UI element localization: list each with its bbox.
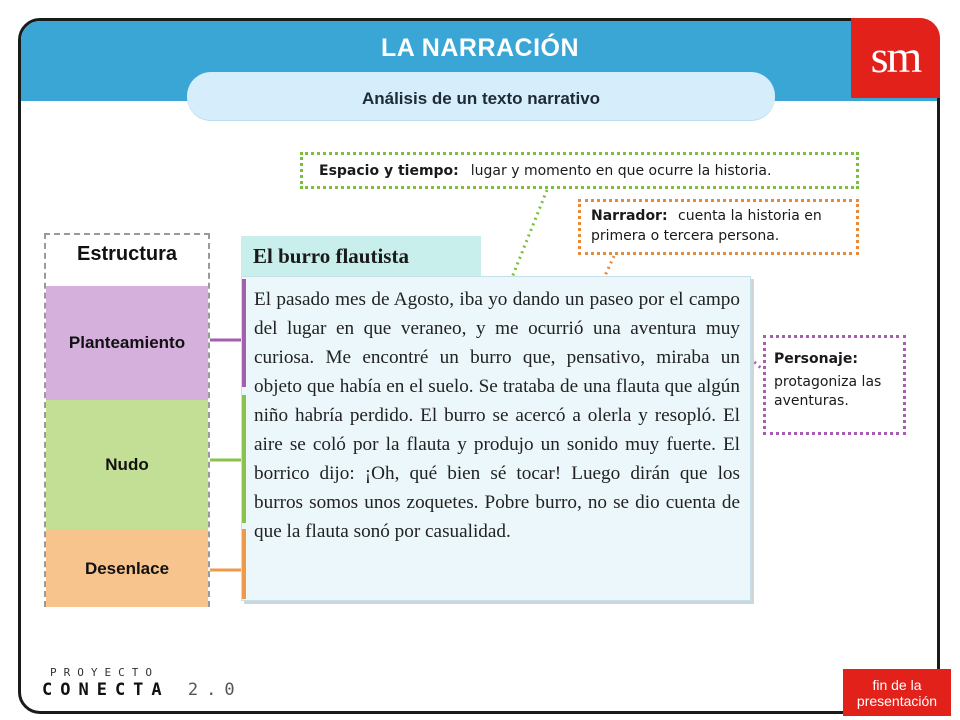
personaje-label: Personaje: — [774, 351, 858, 367]
brand-main-row — [42, 680, 243, 700]
structure-nudo — [46, 400, 208, 530]
structure-panel — [44, 233, 210, 607]
structure-title: Estructura — [76, 243, 178, 265]
narrador-text: cuenta la historia en primera o tercera persona. — [591, 208, 822, 244]
nudo-label: Nudo — [105, 455, 149, 474]
planteamiento-label: Planteamiento — [68, 333, 186, 352]
brand-version: 2.0 — [187, 680, 243, 700]
page-subtitle: Análisis de un texto narrativo — [361, 89, 601, 108]
planteamiento-bar — [242, 279, 246, 387]
story-text: El pasado mes de Agosto, iba yo dando un paseo por el campo del lugar en que veraneo, y me ocurrió una aventura muy curiosa. Me encontré un burro que, pensativo, miraba un objeto que había en el suelo. Se trataba de una flauta que algún niño habría perdido. El burro se acercó a olerla y resopló. El aire se coló por la flauta y produjo un sonido muy fuerte. El borrico dijo: ¡Oh, qué bien sé tocar! Luego dirán que los burros somos unos zoquetes. Pobre burro, no se dio cuenta de que la flauta sonó por casualidad. — [254, 289, 740, 542]
story-box — [241, 276, 751, 601]
personaje-text: protagoniza las aventuras. — [774, 374, 882, 409]
espacio-text: lugar y momento en que ocurre la historia. — [470, 162, 772, 179]
narrador-label: Narrador: — [591, 208, 668, 224]
callout-narrador — [578, 199, 859, 255]
page-title: LA NARRACIÓN — [380, 34, 580, 62]
nudo-bar — [242, 395, 246, 523]
desenlace-label: Desenlace — [84, 558, 170, 578]
subtitle-pill — [187, 72, 775, 120]
structure-planteamiento — [46, 286, 208, 400]
callout-espacio-tiempo — [300, 152, 859, 189]
espacio-label: Espacio y tiempo: — [319, 162, 459, 179]
end-presentation-button[interactable]: fin de la presentación — [843, 669, 951, 716]
brand-main: CONECTA — [42, 680, 170, 700]
sm-logo-text: sm — [870, 30, 921, 82]
structure-desenlace — [46, 530, 208, 607]
brand-top: PROYECTO — [50, 666, 159, 679]
sm-logo — [851, 18, 940, 98]
callout-personaje — [763, 335, 906, 435]
story-title: El burro flautista — [241, 236, 481, 276]
desenlace-bar — [242, 529, 246, 599]
